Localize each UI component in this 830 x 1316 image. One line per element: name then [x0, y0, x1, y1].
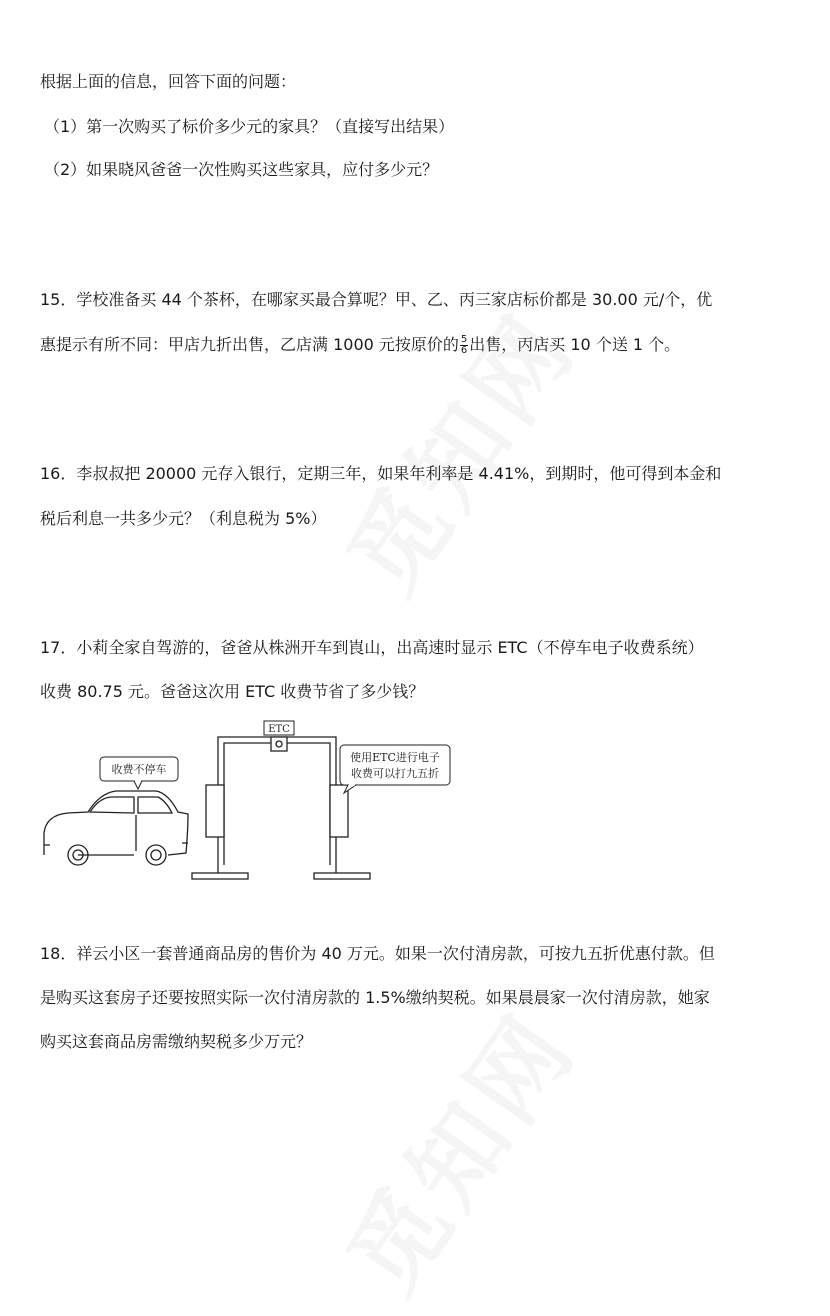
question-15-line-2-end: 出售，丙店买 10 个送 1 个。: [469, 335, 681, 354]
question-17-line-1: 17．小莉全家自驾游的，爸爸从株洲开车到崀山，出高速时显示 ETC（不停车电子收费系统）: [40, 638, 704, 657]
question-15-line-2-start: 惠提示有所不同：甲店九折出售，乙店满 1000 元按原价的: [40, 335, 459, 354]
bubble-right-text-1: 使用ETC进行电子: [350, 751, 440, 764]
etc-sign: [264, 721, 294, 735]
bubble-right-text-2: 收费可以打九五折: [351, 767, 439, 780]
question-14-part-2: （2）如果晓风爸爸一次性购买这些家具，应付多少元？: [44, 160, 439, 179]
etc-sign-label: ETC: [268, 724, 290, 735]
fraction-five-sixths: [460, 335, 468, 356]
speech-bubble-right: [340, 745, 450, 793]
car-drawing: [44, 791, 188, 865]
question-14-part-1: （1）第一次购买了标价多少元的家具？（直接写出结果）: [44, 117, 455, 136]
watermark-text: [310, 981, 601, 1315]
question-17-line-2: 收费 80.75 元。爸爸这次用 ETC 收费节省了多少钱？: [40, 682, 425, 701]
speech-bubble-left: [100, 757, 178, 789]
question-16-line-1: 16．李叔叔把 20000 元存入银行，定期三年，如果年利率是 4.41%，到期时，他可得到本金和: [40, 464, 722, 483]
question-15-line-1: 15．学校准备买 44 个茶杯，在哪家买最合算呢？甲、乙、丙三家店标价都是 30.00 元/个，优: [40, 290, 713, 309]
question-18-line-3: 购买这套商品房需缴纳契税多少万元？: [40, 1032, 313, 1051]
etc-illustration: [38, 715, 458, 885]
fraction-denominator: 6: [460, 345, 468, 356]
watermark-text: [310, 281, 601, 615]
question-16-line-2: 税后利息一共多少元？（利息税为 5%）: [40, 509, 327, 528]
intro-text: 根据上面的信息，回答下面的问题：: [40, 72, 297, 91]
question-15-line-2: [40, 333, 680, 357]
question-18-line-1: 18．祥云小区一套普通商品房的售价为 40 万元。如果一次付清房款，可按九五折优惠付款。但: [40, 944, 715, 963]
question-18-line-2: 是购买这套房子还要按照实际一次付清房款的 1.5%缴纳契税。如果晨晨家一次付清房款，她家: [40, 988, 710, 1007]
bubble-left-text: 收费不停车: [111, 763, 167, 776]
fraction-numerator: 5: [460, 334, 468, 345]
